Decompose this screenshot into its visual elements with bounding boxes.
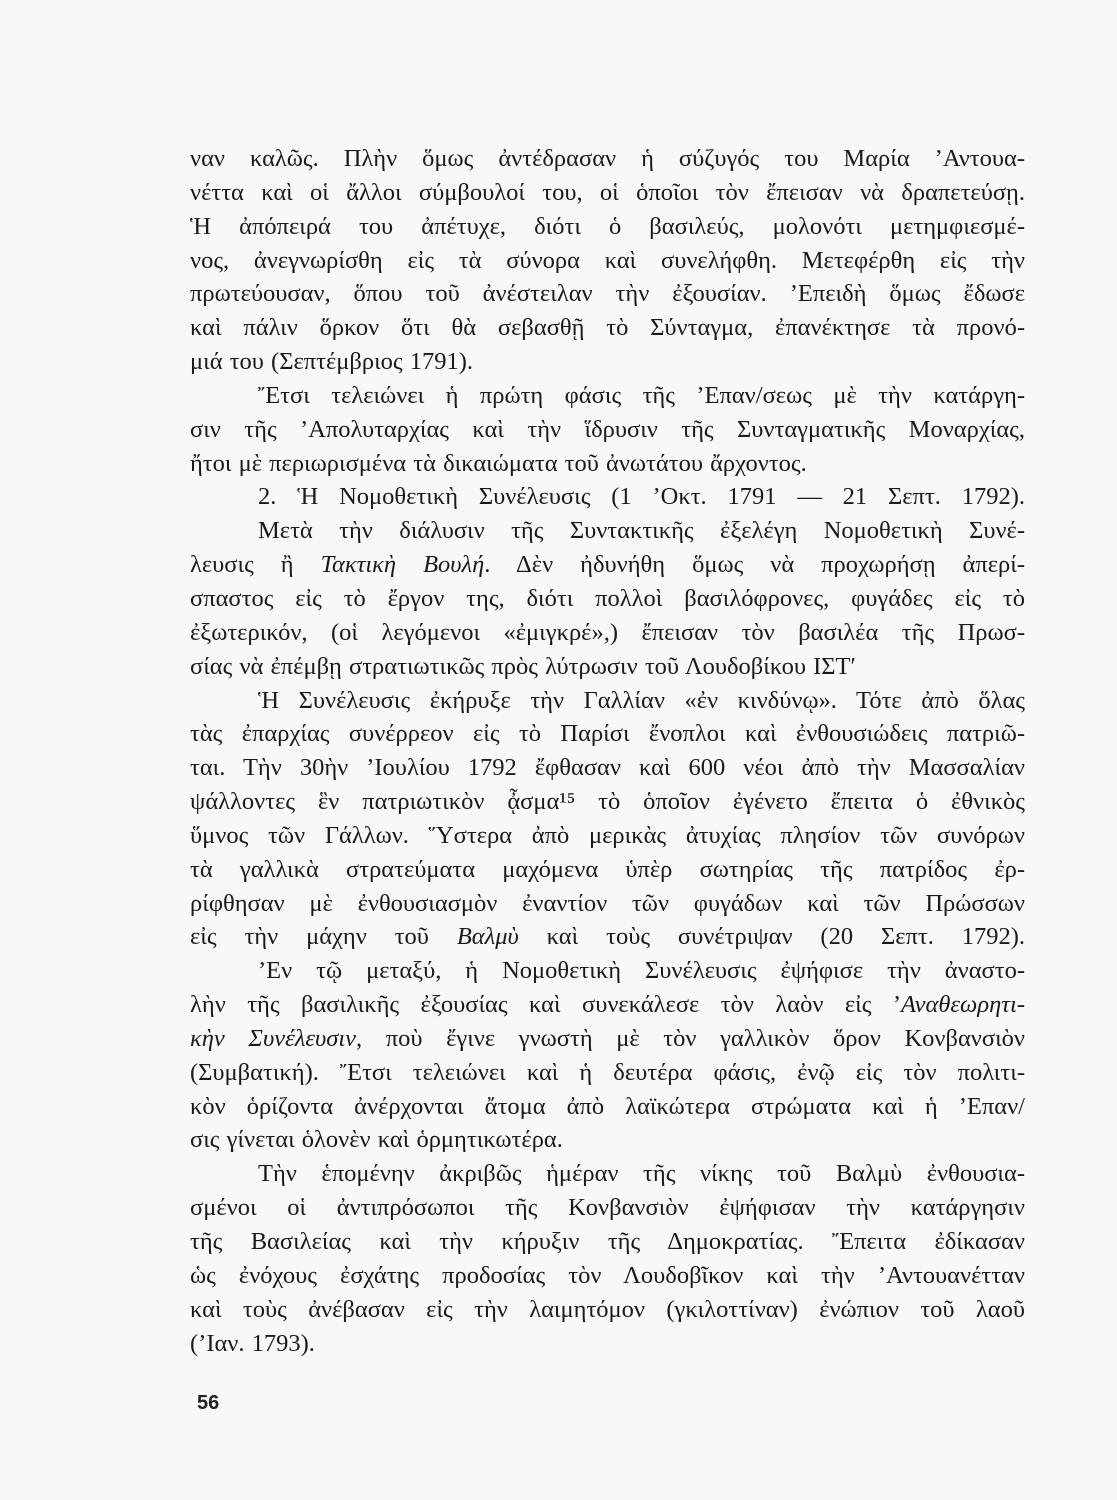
text-segment: πρωτεύουσαν, ὅπου τοῦ ἀνέστειλαν τὴν ἐξουσίαν. ’Επειδὴ ὅμως ἔδωσε: [190, 280, 1025, 308]
text-line: [190, 1191, 1025, 1225]
text-segment: τὰς ἐπαρχίας συνέρρεον εἰς τὸ Παρίσι ἔνοπλοι καὶ ἐνθουσιώδεις πατριῶ-: [190, 720, 1025, 748]
text-line: [190, 311, 1025, 345]
body-text: [190, 142, 1025, 1360]
text-segment: σμένοι οἱ ἀντιπρόσωποι τῆς Κονβανσιὸν ἐψήφισαν τὴν κατάργησιν: [190, 1194, 1025, 1222]
text-segment: Ἔτσι τελειώνει ἡ πρώτη φάσις τῆς ’Επαν/σεως μὲ τὴν κατάργη-: [258, 381, 1025, 409]
text-line: [190, 920, 1025, 954]
text-line: [190, 210, 1025, 244]
text-line: [190, 684, 1025, 718]
text-segment: ’Εν τῷ μεταξύ, ἡ Νομοθετικὴ Συνέλευσις ἐψήφισε τὴν ἀναστο-: [258, 957, 1025, 985]
text-segment: εἰς τὴν μάχην τοῦ: [190, 923, 457, 951]
text-line: [190, 1259, 1025, 1293]
text-segment: ἤτοι μὲ περιωρισμένα τὰ δικαιώματα τοῦ ἀνωτάτου ἄρχοντος.: [190, 449, 807, 477]
text-line: [190, 616, 1025, 650]
text-segment: νος, ἀνεγνωρίσθη εἰς τὰ σύνορα καὶ συνελήφθη. Μετεφέρθη εἰς τὴν: [190, 246, 1025, 274]
text-segment: (’Ιαν. 1793).: [190, 1329, 315, 1357]
text-segment: καὶ τοὺς ἀνέβασαν εἰς τὴν λαιμητόμον (γκιλοττίναν) ἐνώπιον τοῦ λαοῦ: [190, 1295, 1025, 1323]
text-line: [190, 379, 1025, 413]
text-line: [190, 548, 1025, 582]
text-line: [190, 142, 1025, 176]
text-segment: λευσις ἢ: [190, 551, 321, 579]
text-line: [190, 244, 1025, 278]
text-segment: ναν καλῶς. Πλὴν ὅμως ἀντέδρασαν ἡ σύζυγός του Μαρία ’Αντουα-: [190, 145, 1025, 172]
text-line: [190, 751, 1025, 785]
text-line: [190, 514, 1025, 548]
text-line: [190, 1293, 1025, 1327]
text-segment: σίας νὰ ἐπέμβῃ στρατιωτικῶς πρὸς λύτρωσιν τοῦ Λουδοβίκου ΙΣΤ′: [190, 652, 856, 680]
text-line: [190, 582, 1025, 616]
text-segment: σιν τῆς ’Απολυταρχίας καὶ τὴν ἵδρυσιν τῆς Συνταγματικῆς Μοναρχίας,: [190, 415, 1025, 443]
text-line: [190, 1123, 1025, 1157]
text-line: [190, 1327, 1025, 1361]
text-line: [190, 954, 1025, 988]
text-segment: , ποὺ ἔγινε γνωστὴ μὲ τὸν γαλλικὸν ὅρον Κονβανσιὸν: [356, 1024, 1025, 1052]
text-segment: ται. Τὴν 30ὴν ’Ιουλίου 1792 ἔφθασαν καὶ 600 νέοι ἀπὸ τὴν Μασσαλίαν: [190, 754, 1025, 782]
text-segment: Ἡ Συνέλευσις ἐκήρυξε τὴν Γαλλίαν «ἐν κινδύνῳ». Τότε ἀπὸ ὅλας: [258, 686, 1025, 714]
text-segment: Ἡ ἀπόπειρά του ἀπέτυχε, διότι ὁ βασιλεύς, μολονότι μετημφιεσμέ-: [190, 212, 1025, 240]
text-line: [190, 819, 1025, 853]
text-line: [190, 1090, 1025, 1124]
text-line: [190, 447, 1025, 481]
text-segment: καὶ πάλιν ὅρκον ὅτι θὰ σεβασθῇ τὸ Σύνταγμα, ἐπανέκτησε τὰ προνό-: [190, 314, 1025, 342]
text-segment: . Δὲν ἠδυνήθη ὅμως νὰ προχωρήσῃ ἀπερί-: [484, 551, 1025, 579]
text-segment: ρίφθησαν μὲ ἐνθουσιασμὸν ἐναντίον τῶν φυγάδων καὶ τῶν Πρώσσων: [190, 889, 1025, 917]
text-line: [190, 717, 1025, 751]
text-segment: ὕμνος τῶν Γάλλων. Ὕστερα ἀπὸ μερικὰς ἀτυχίας πλησίον τῶν συνόρων: [190, 821, 1025, 849]
italic-text: κὴν Συνέλευσιν: [190, 1024, 356, 1052]
page-number: 56: [197, 1392, 220, 1414]
text-line: [190, 650, 1025, 684]
italic-text: Αναθεωρητι-: [901, 991, 1025, 1019]
text-line: [190, 988, 1025, 1022]
text-segment: Μετὰ τὴν διάλυσιν τῆς Συντακτικῆς ἐξελέγη Νομοθετικὴ Συνέ-: [258, 517, 1025, 545]
text-line: [190, 1056, 1025, 1090]
text-line: [190, 853, 1025, 887]
text-segment: τὰ γαλλικὰ στρατεύματα μαχόμενα ὑπὲρ σωτηρίας τῆς πατρίδος ἐρ-: [190, 855, 1025, 883]
text-segment: ψάλλοντες ἓν πατριωτικὸν ᾆσμα¹⁵ τὸ ὁποῖον ἐγένετο ἔπειτα ὁ ἐθνικὸς: [190, 788, 1025, 816]
text-line: [190, 785, 1025, 819]
text-line: [190, 480, 1025, 514]
text-line: [190, 1022, 1025, 1056]
text-segment: νέττα καὶ οἱ ἄλλοι σύμβουλοί του, οἱ ὁποῖοι τὸν ἔπεισαν νὰ δραπετεύσῃ.: [190, 178, 1025, 206]
text-segment: (Συμβατική). Ἔτσι τελειώνει καὶ ἡ δευτέρα φάσις, ἐνῷ εἰς τὸν πολιτι-: [190, 1058, 1025, 1086]
text-line: [190, 413, 1025, 447]
text-segment: τῆς Βασιλείας καὶ τὴν κήρυξιν τῆς Δημοκρατίας. Ἔπειτα ἐδίκασαν: [190, 1228, 1025, 1255]
text-line: [190, 1225, 1025, 1259]
text-segment: 2. Ἡ Νομοθετικὴ Συνέλευσις (1 ’Οκτ. 1791 — 21 Σεπτ. 1792).: [258, 483, 1025, 511]
text-segment: σπαστος εἰς τὸ ἔργον της, διότι πολλοὶ βασιλόφρονες, φυγάδες εἰς τὸ: [190, 584, 1025, 612]
text-line: [190, 1157, 1025, 1191]
text-segment: ἐξωτερικόν, (οἱ λεγόμενοι «ἐμιγκρέ»,) ἔπεισαν τὸν βασιλέα τῆς Πρωσ-: [190, 618, 1025, 646]
text-segment: ὡς ἐνόχους ἐσχάτης προδοσίας τὸν Λουδοβῖκον καὶ τὴν ’Αντουανέτταν: [190, 1261, 1025, 1289]
text-line: [190, 277, 1025, 311]
text-line: [190, 176, 1025, 210]
text-line: [190, 887, 1025, 921]
text-line: [190, 345, 1025, 379]
text-segment: σις γίνεται ὁλονὲν καὶ ὁρμητικωτέρα.: [190, 1126, 563, 1154]
text-segment: λὴν τῆς βασιλικῆς ἐξουσίας καὶ συνεκάλεσε τὸν λαὸν εἰς ’: [190, 991, 902, 1019]
italic-text: Τακτικὴ Βουλή: [320, 551, 485, 579]
text-segment: Τὴν ἑπομένην ἀκριβῶς ἡμέραν τῆς νίκης τοῦ Βαλμὺ ἐνθουσια-: [258, 1160, 1025, 1188]
text-segment: μιά του (Σεπτέμβριος 1791).: [190, 348, 474, 376]
text-segment: κὸν ὁρίζοντα ἀνέρχονται ἄτομα ἀπὸ λαϊκώτερα στρώματα καὶ ἡ ’Επαν/: [190, 1092, 1025, 1120]
text-segment: καὶ τοὺς συνέτριψαν (20 Σεπτ. 1792).: [518, 923, 1026, 951]
italic-text: Βαλμὺ: [456, 923, 519, 951]
